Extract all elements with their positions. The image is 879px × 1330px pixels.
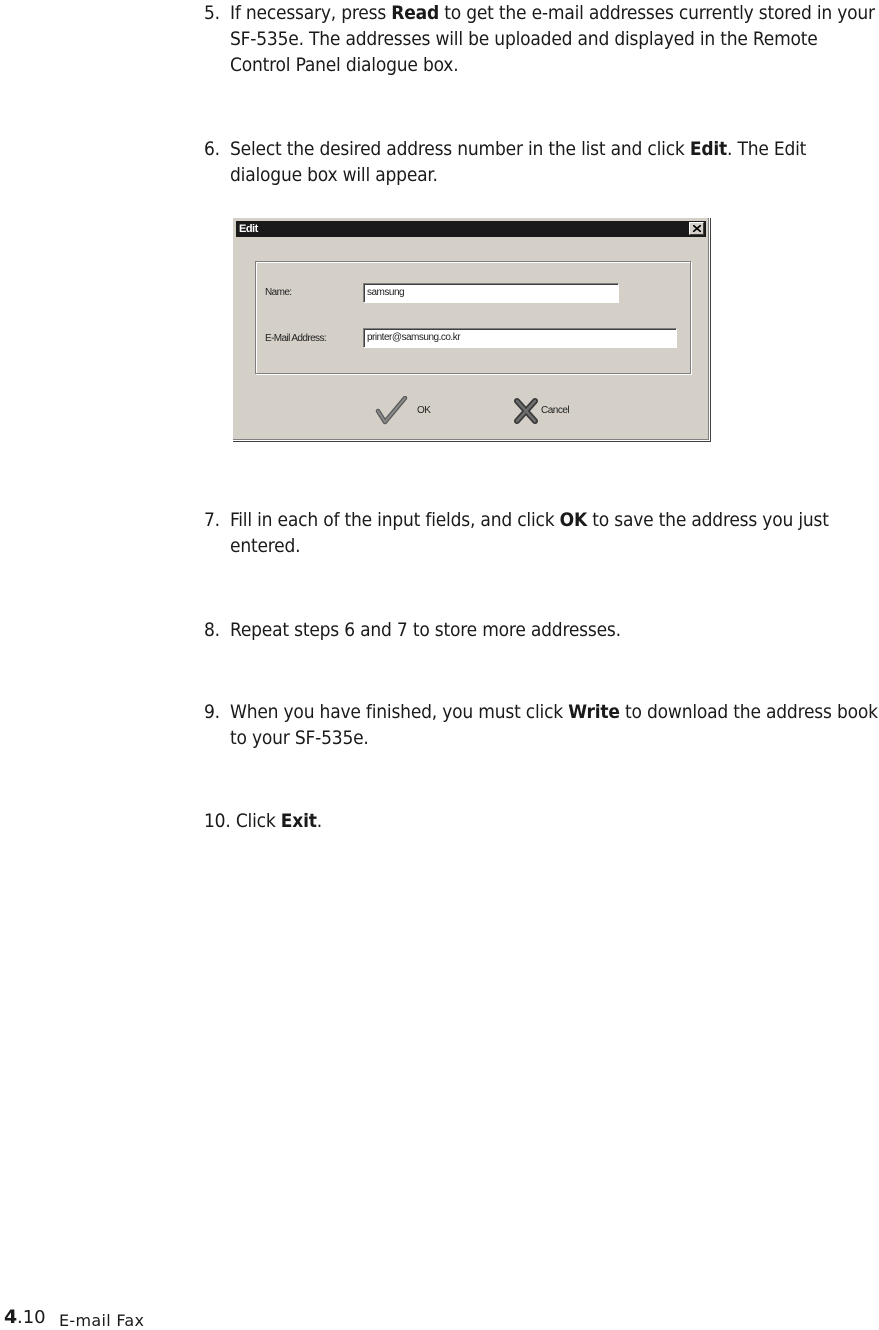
chapter-number: 4 bbox=[4, 1306, 18, 1328]
section-title: E-mail Fax bbox=[59, 1311, 145, 1330]
step-text-run: to save the address you just entered. bbox=[230, 509, 829, 557]
ui-term: Write bbox=[568, 701, 620, 723]
step-number: 10. bbox=[204, 810, 231, 832]
page-number: .10 bbox=[17, 1307, 46, 1328]
fields-groupbox bbox=[255, 261, 691, 374]
checkmark-icon bbox=[375, 396, 409, 426]
step-text-run: to get the e-mail addresses currently stored in your SF-535e. The addresses will be uploaded and displayed in the Remote Control Panel dialogue box. bbox=[230, 2, 875, 76]
step-text-run: . bbox=[316, 810, 322, 832]
cancel-button[interactable] bbox=[513, 398, 593, 426]
step-number: 9. bbox=[204, 701, 220, 723]
ui-term: OK bbox=[559, 509, 588, 531]
step-text bbox=[230, 0, 879, 78]
step-text-run: Repeat steps 6 and 7 to store more addresses. bbox=[230, 619, 621, 641]
email-field[interactable]: printer@samsung.co.kr bbox=[363, 328, 677, 348]
close-icon bbox=[693, 225, 701, 232]
ok-label: OK bbox=[417, 405, 431, 416]
step-text bbox=[230, 136, 879, 188]
step-number: 7. bbox=[204, 509, 220, 531]
step-text bbox=[230, 617, 879, 643]
dialog-title: Edit bbox=[239, 223, 258, 235]
ui-term: Read bbox=[391, 2, 439, 24]
cancel-label: Cancel bbox=[541, 405, 570, 416]
step-text-run: to download the address book to your SF-535e. bbox=[230, 701, 878, 749]
step-text bbox=[204, 808, 879, 834]
step-text bbox=[230, 699, 879, 751]
step-text-run: When you have finished, you must click bbox=[230, 701, 569, 723]
step-text-run: Select the desired address number in the list and click bbox=[230, 138, 690, 160]
step-text-run: Fill in each of the input fields, and click bbox=[230, 509, 560, 531]
step-number: 8. bbox=[204, 619, 220, 641]
step-text-run: . The Edit dialogue box will appear. bbox=[230, 138, 807, 186]
email-label: E-Mail Address: bbox=[265, 333, 327, 344]
name-label: Name: bbox=[265, 287, 292, 298]
step-number: 6. bbox=[204, 138, 220, 160]
ui-term: Exit bbox=[280, 810, 317, 832]
step-6 bbox=[204, 136, 879, 188]
close-button[interactable] bbox=[689, 222, 704, 235]
step-10 bbox=[204, 808, 879, 834]
step-text-run: Click bbox=[235, 810, 281, 832]
dialog-titlebar bbox=[236, 221, 706, 237]
name-field[interactable]: samsung bbox=[363, 283, 619, 303]
step-7 bbox=[204, 507, 879, 559]
step-text bbox=[230, 507, 879, 559]
step-8 bbox=[204, 617, 879, 643]
ui-term: Edit bbox=[689, 138, 727, 160]
step-sentence bbox=[236, 810, 322, 832]
x-cross-icon bbox=[513, 398, 539, 424]
step-9 bbox=[204, 699, 879, 751]
step-text-run: If necessary, press bbox=[230, 2, 392, 24]
edit-dialog bbox=[232, 217, 710, 441]
ok-button[interactable] bbox=[375, 396, 445, 424]
step-number: 5. bbox=[204, 2, 220, 24]
step-5 bbox=[204, 0, 879, 78]
